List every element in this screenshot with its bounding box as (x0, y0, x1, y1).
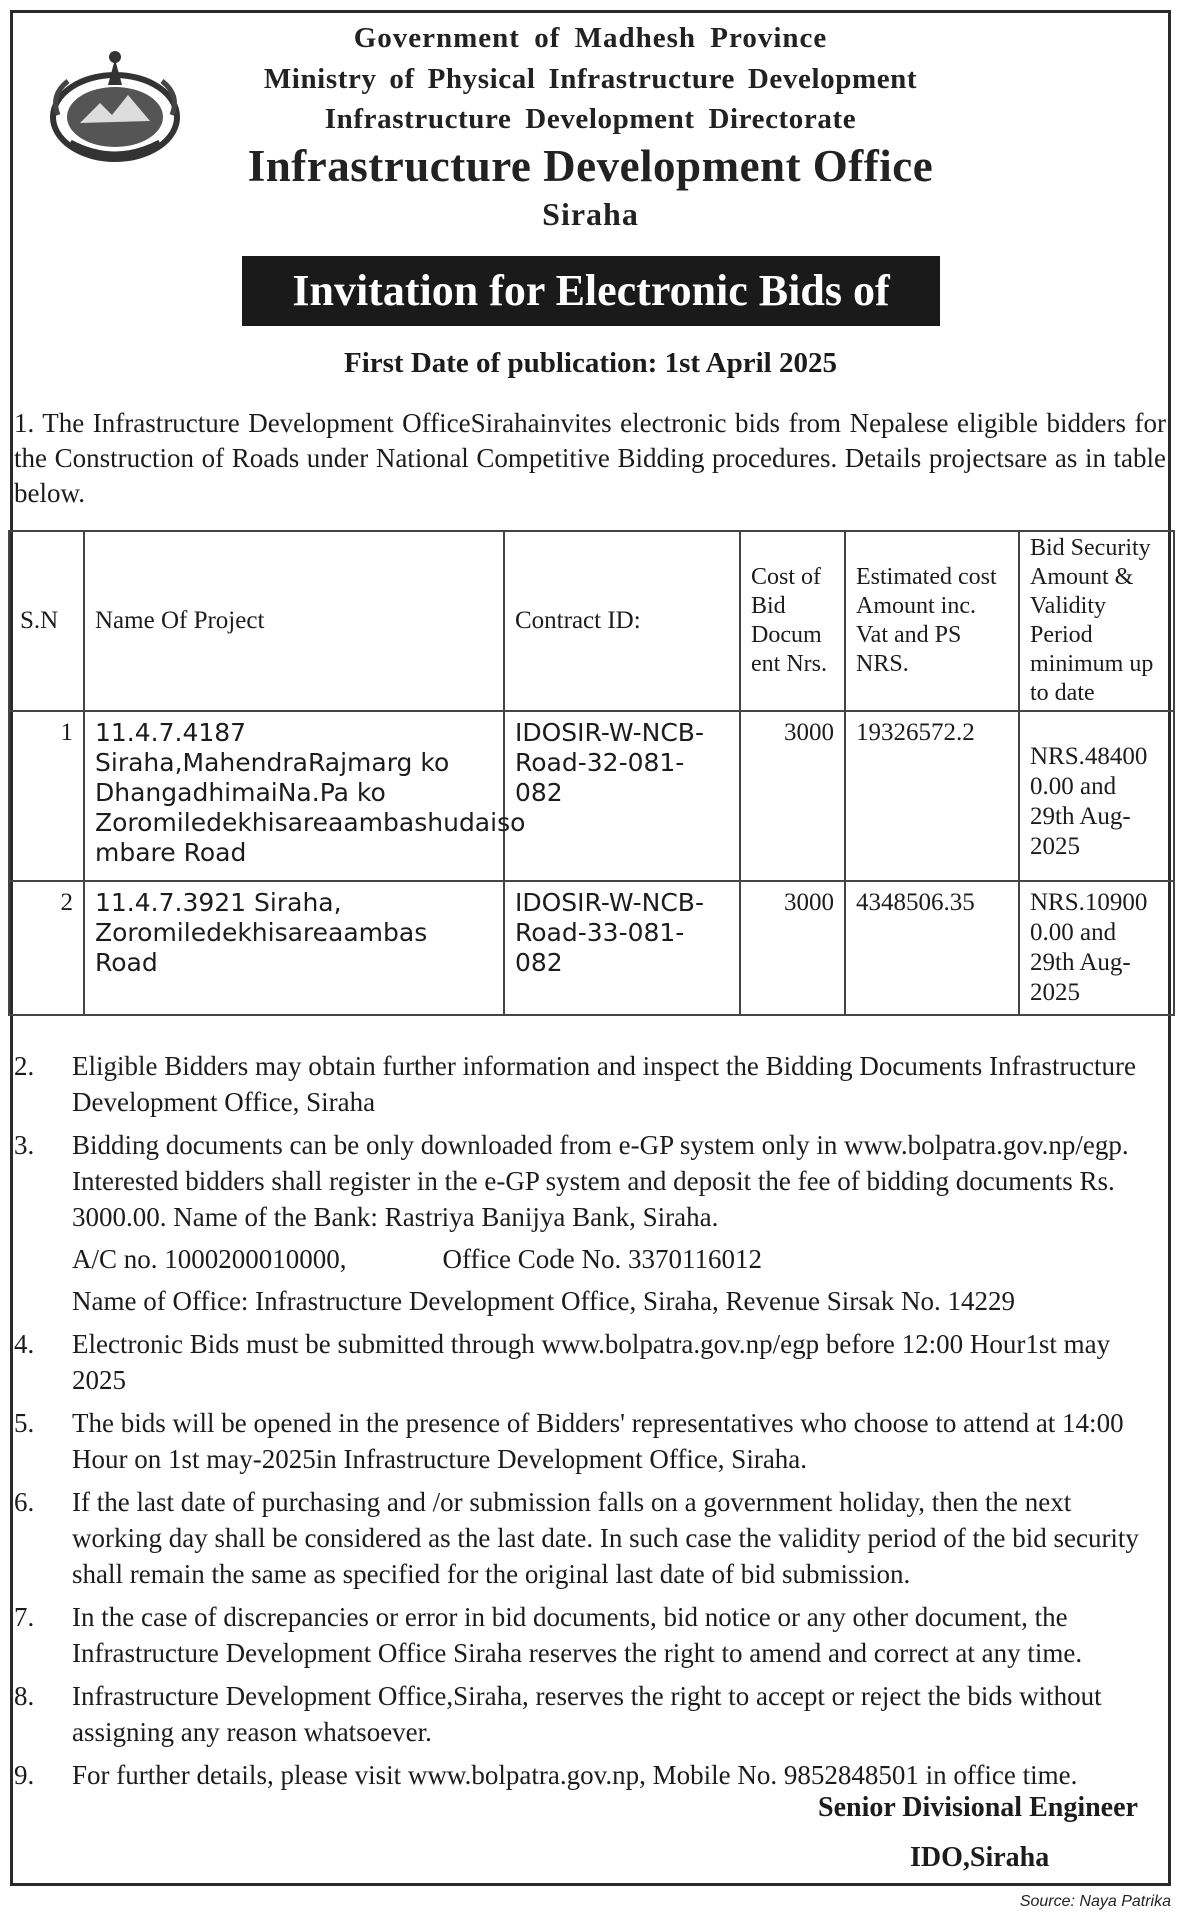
ministry-heading: Ministry of Physical Infrastructure Development (263, 63, 918, 95)
signatory-office: IDO,Siraha (910, 1842, 1050, 1873)
clause-text: If the last date of purchasing and /or submission falls on a government holiday, then the next working day shall be considered as the last date. In such case the validity period of the bid security shall remain the same as specified for the original last date of bid submission. (72, 1487, 1139, 1589)
row-project-name: 11.4.7.4187 Siraha,MahendraRajmarg ko DhangadhimaiNa.Pa ko Zoromiledekhisareaambashudaiso mbare Road (84, 711, 504, 881)
header-estimated-cost: Estimated cost Amount inc. Vat and PS NRS. (845, 531, 1019, 711)
signatory-title: Senior Divisional Engineer (818, 1792, 1138, 1823)
header-project-name: Name Of Project (84, 531, 504, 711)
row-estimated-cost: 4348506.35 (845, 881, 1019, 1015)
bank-account-line (72, 1241, 1166, 1277)
list-item (14, 1599, 1166, 1671)
clause-text: The bids will be opened in the presence of Bidders' representatives who choose to attend at 14:00 Hour on 1st may-2025in Infrastructure Development Office, Siraha. (72, 1408, 1124, 1474)
list-item (14, 1757, 1166, 1793)
account-number: A/C no. 1000200010000, (72, 1244, 347, 1274)
clause-text: Bidding documents can be only downloaded from e-GP system only in www.bolpatra.gov.np/egp. Interested bidders shall register in the e-GP system and deposit the fee of bidding documents Rs. 3000.00. Name of the Bank: Rastriya Banijya Bank, Siraha. (72, 1130, 1129, 1232)
office-code: Office Code No. 3370116012 (442, 1244, 762, 1274)
header-contract-id: Contract ID: (504, 531, 740, 711)
row-project-name: 11.4.7.3921 Siraha, Zoromiledekhisareaambas Road (84, 881, 504, 1015)
list-item (14, 1484, 1166, 1592)
directorate-heading: Infrastructure Development Directorate (324, 103, 857, 135)
row-sn: 2 (9, 881, 84, 1015)
table-header-row (9, 531, 1174, 711)
list-item (14, 1678, 1166, 1750)
clause-text: For further details, please visit www.bolpatra.gov.np, Mobile No. 9852848501 in office time. (72, 1760, 1078, 1790)
clause-text: Eligible Bidders may obtain further information and inspect the Bidding Documents Infrastructure Development Office, Siraha (72, 1051, 1136, 1117)
clause-text: In the case of discrepancies or error in bid documents, bid notice or any other document, the Infrastructure Development Office Siraha reserves the right to amend and correct at any time. (72, 1602, 1083, 1668)
list-item (14, 1326, 1166, 1398)
table-row (9, 881, 1174, 1015)
list-item (14, 1048, 1166, 1120)
clause-text: Infrastructure Development Office,Siraha, reserves the right to accept or reject the bids without assigning any reason whatsoever. (72, 1681, 1102, 1747)
office-name: Name of Office: Infrastructure Development Office, Siraha, Revenue Sirsak No. 14229 (72, 1286, 1015, 1316)
row-document-cost: 3000 (740, 881, 845, 1015)
clause-number: 5. (14, 1408, 35, 1438)
clause-text: Electronic Bids must be submitted through www.bolpatra.gov.np/egp before 12:00 Hour1st may 2025 (72, 1329, 1111, 1395)
publication-date: First Date of publication: 1st April 2025 (344, 347, 837, 379)
office-title: Infrastructure Development Office (247, 141, 934, 191)
header-document-cost: Cost of Bid Docum ent Nrs. (740, 531, 845, 711)
clause-number: 3. (14, 1130, 35, 1160)
row-bid-security: NRS.10900 0.00 and 29th Aug-2025 (1019, 881, 1174, 1015)
row-contract-id: IDOSIR-W-NCB-Road-32-081-082 (504, 711, 740, 881)
intro-paragraph: 1. The Infrastructure Development OfficeSirahainvites electronic bids from Nepalese eligible bidders for the Construction of Roads under National Competitive Bidding procedures. Details projectsare as in table below. (14, 408, 1166, 508)
header-bid-security: Bid Security Amount & Validity Period minimum up to date (1019, 531, 1174, 711)
office-location: Siraha (542, 196, 639, 232)
clause-number: 7. (14, 1602, 35, 1632)
row-bid-security: NRS.48400 0.00 and 29th Aug-2025 (1019, 711, 1174, 881)
clause-number: 8. (14, 1681, 35, 1711)
list-item (14, 1405, 1166, 1477)
row-document-cost: 3000 (740, 711, 845, 881)
clause-number: 4. (14, 1329, 35, 1359)
header-sn: S.N (9, 531, 84, 711)
row-estimated-cost: 19326572.2 (845, 711, 1019, 881)
clause-list (14, 1048, 1166, 1800)
list-item (14, 1127, 1166, 1319)
bid-table (8, 530, 1175, 1016)
notice-banner: Invitation for Electronic Bids of (242, 256, 940, 326)
row-contract-id: IDOSIR-W-NCB-Road-33-081-082 (504, 881, 740, 1015)
clause-number: 6. (14, 1487, 35, 1517)
table-row (9, 711, 1174, 881)
row-sn: 1 (9, 711, 84, 881)
clause-number: 2. (14, 1051, 35, 1081)
government-heading: Government of Madhesh Province (353, 22, 828, 54)
source-credit: Source: Naya Patrika (1019, 1893, 1171, 1910)
clause-number: 9. (14, 1760, 35, 1790)
